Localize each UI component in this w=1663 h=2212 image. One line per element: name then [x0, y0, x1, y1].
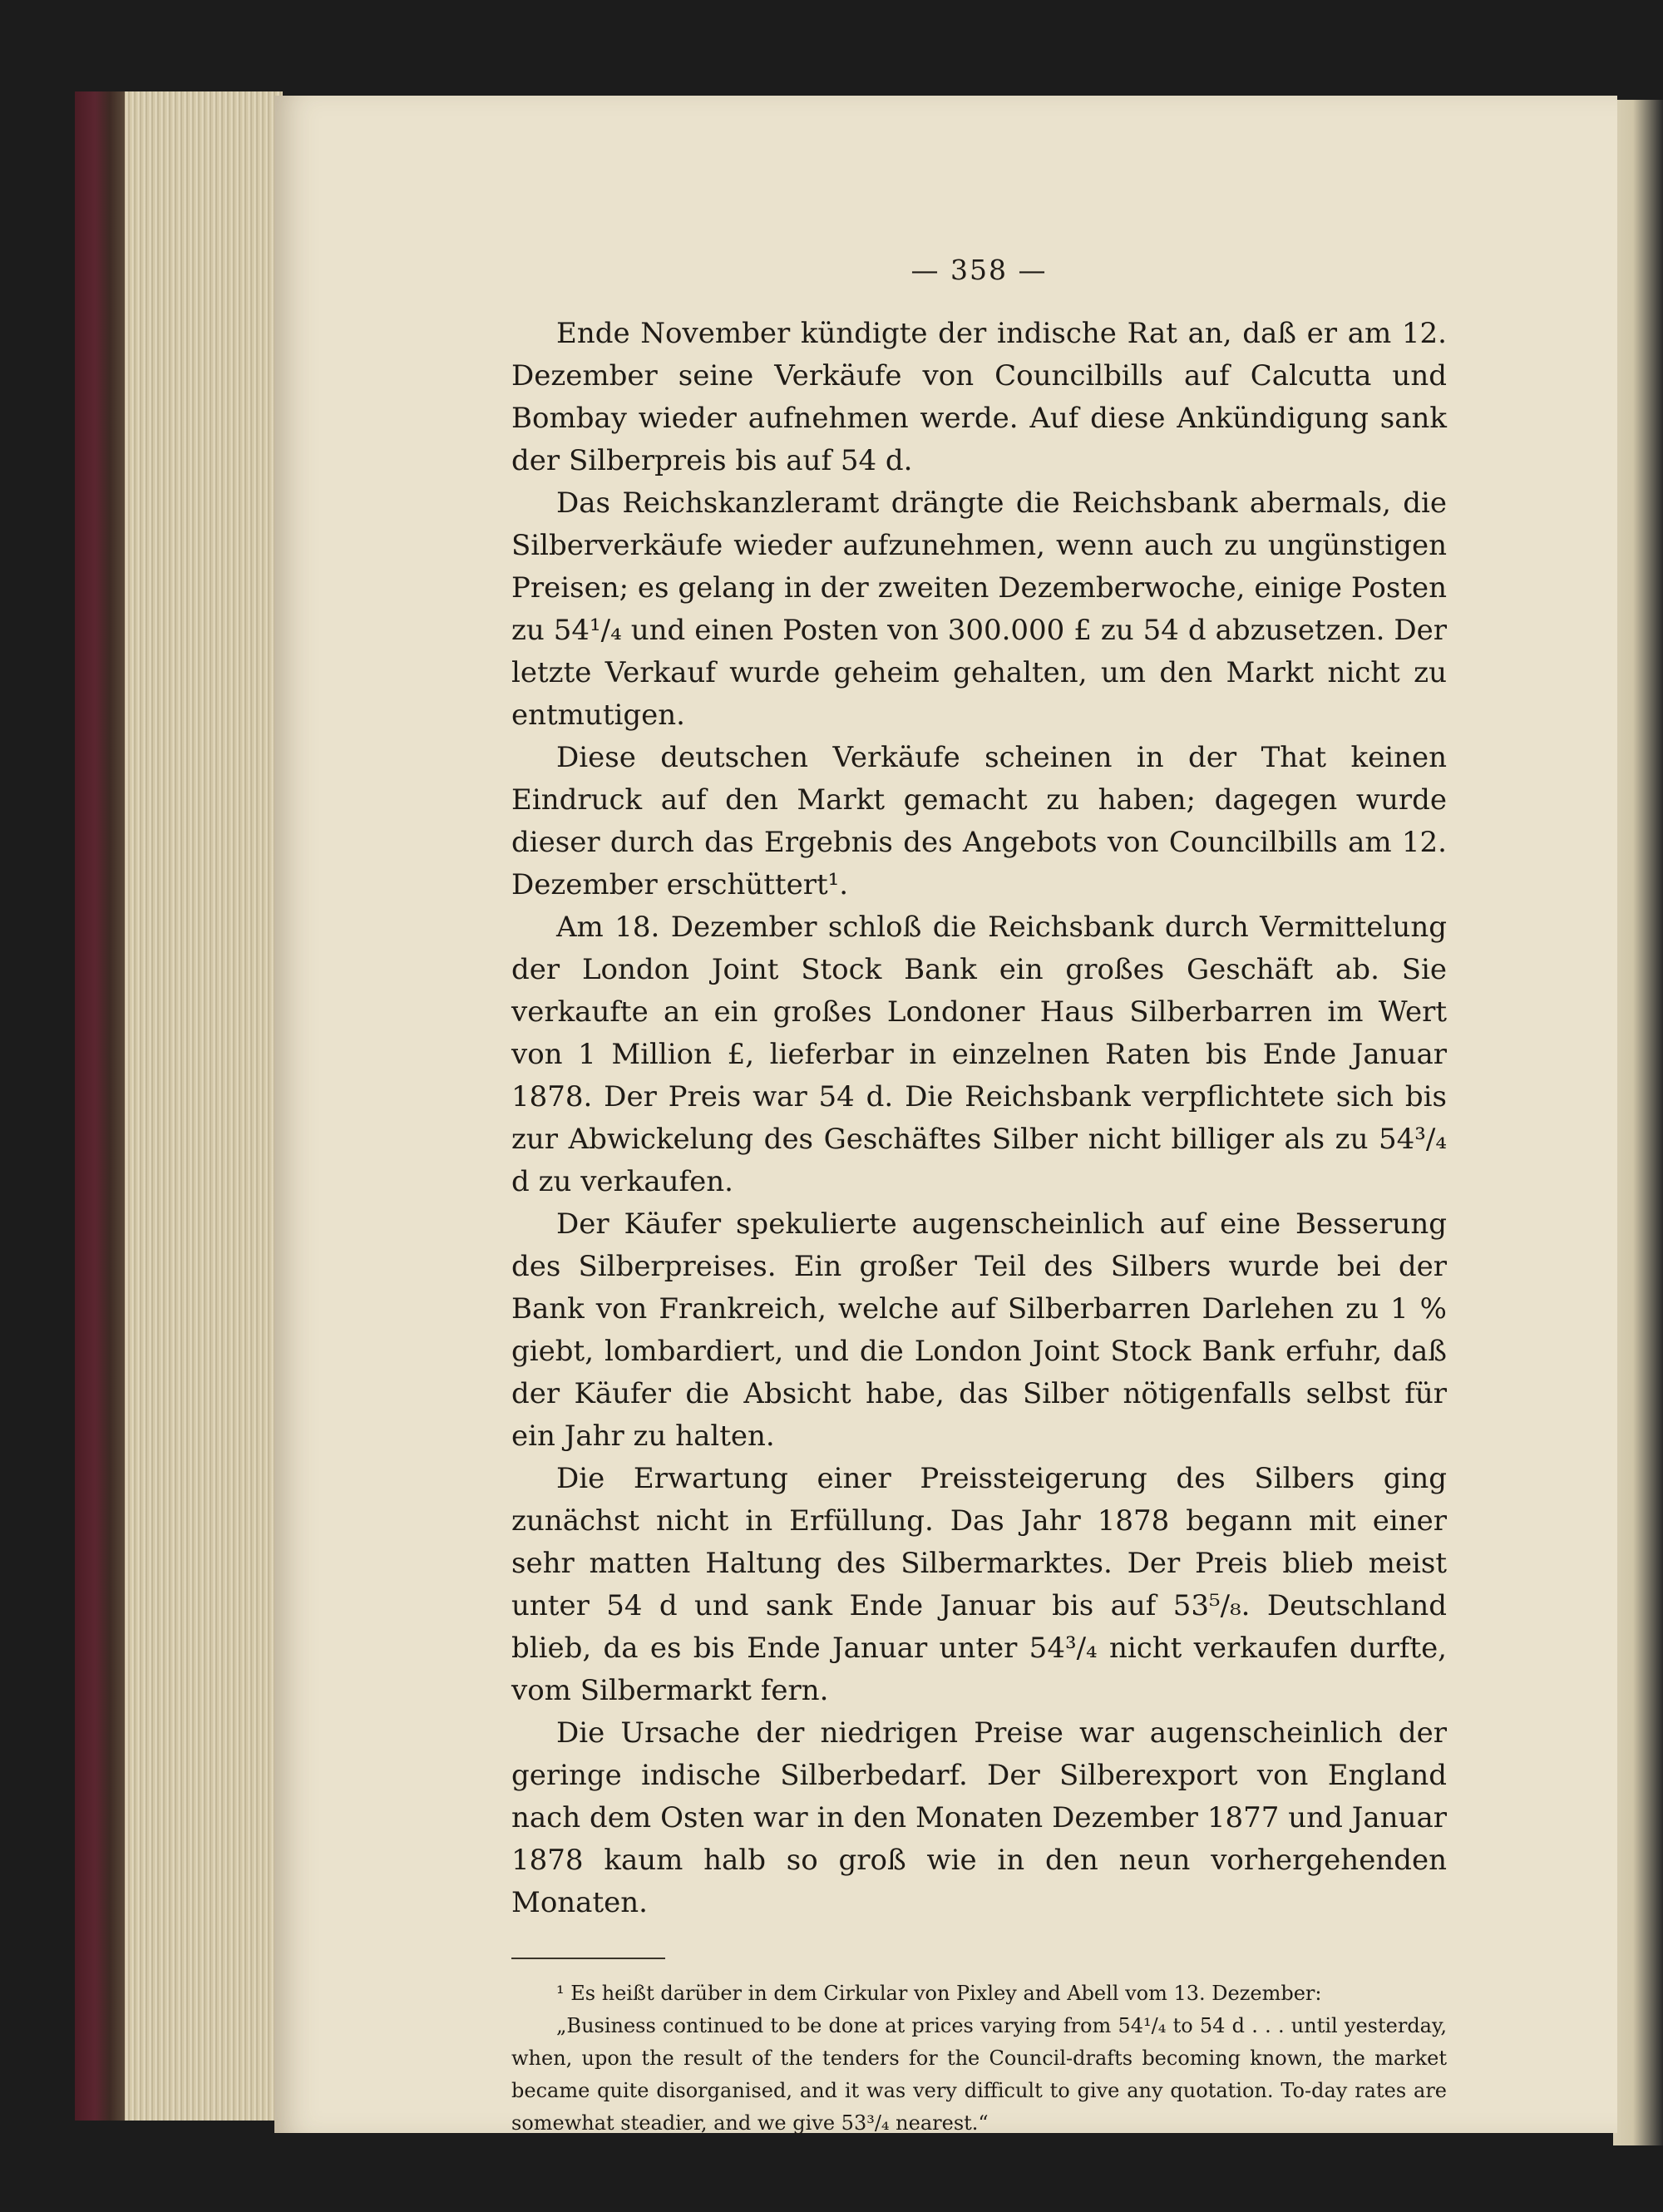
paragraph: Ende November kündigte der indische Rat an, daß er am 12. Dezember seine Verkäufe von Councilbills auf Calcutta und Bombay wieder aufnehmen werde. Auf diese Ankündigung sank der Silberpreis bis auf 54 d.	[511, 317, 1447, 477]
page-content	[511, 254, 1447, 2140]
footnote	[511, 1977, 1447, 2140]
footnote-divider	[511, 1958, 665, 1959]
paragraph: Das Reichskanzleramt drängte die Reichsbank abermals, die Silberverkäufe wieder aufzunehmen, wenn auch zu ungünstigen Preisen; es gelang in der zweiten Dezemberwoche, einige Posten zu 54¹/₄ und einen Posten von 300.000 £ zu 54 d abzusetzen. Der letzte Verkauf wurde geheim gehalten, um den Markt nicht zu entmutigen.	[511, 486, 1447, 732]
paragraph: Die Erwartung einer Preissteigerung des Silbers ging zunächst nicht in Erfüllung. Das Jahr 1878 begann mit einer sehr matten Haltung des Silbermarktes. Der Preis blieb meist unter 54 d und sank Ende Januar bis auf 53⁵/₈. Deutschland blieb, da es bis Ende Januar unter 54³/₄ nicht verkaufen durfte, vom Silbermarkt fern.	[511, 1462, 1447, 1707]
paragraph: Diese deutschen Verkäufe scheinen in der That keinen Eindruck auf den Markt gemacht zu haben; dagegen wurde dieser durch das Ergebnis des Angebots von Councilbills am 12. Dezember erschüttert¹.	[511, 741, 1447, 901]
page-edges	[125, 91, 283, 2121]
book-page	[274, 96, 1617, 2133]
paragraph: Die Ursache der niedrigen Preise war augenscheinlich der geringe indische Silberbedarf. Der Silberexport von England nach dem Osten war in den Monaten Dezember 1877 und Januar 1878 kaum halb so groß wie in den neun vorhergehenden Monaten.	[511, 1716, 1447, 1919]
paragraph: Der Käufer spekulierte augenscheinlich auf eine Besserung des Silberpreises. Ein großer Teil des Silbers wurde bei der Bank von Frankreich, welche auf Silberbarren Darlehen zu 1 % giebt, lombardiert, und die London Joint Stock Bank erfuhr, daß der Käufer die Absicht habe, das Silber nötigenfalls selbst für ein Jahr zu halten.	[511, 1207, 1447, 1453]
facing-page-edge	[1613, 100, 1663, 2145]
paragraph: Am 18. Dezember schloß die Reichsbank durch Vermittelung der London Joint Stock Bank ein großes Geschäft ab. Sie verkaufte an ein großes Londoner Haus Silberbarren im Wert von 1 Million £, lieferbar in einzelnen Raten bis Ende Januar 1878. Der Preis war 54 d. Die Reichsbank verpflichtete sich bis zur Abwickelung des Geschäftes Silber nicht billiger als zu 54³/₄ d zu verkaufen.	[511, 911, 1447, 1198]
footnote-intro: ¹ Es heißt darüber in dem Cirkular von Pixley and Abell vom 13. Dezember:	[556, 1982, 1322, 2005]
page-number: — 358 —	[910, 254, 1048, 286]
footnote-quote: „Business continued to be done at prices varying from 54¹/₄ to 54 d . . . until yesterday, when, upon the result of the tenders for the Council-drafts becoming known, the market became quite disorganised, and it was very difficult to give any quotation. To-day rates are somewhat steadier, and we give 53³/₄ nearest.“	[511, 2014, 1447, 2135]
